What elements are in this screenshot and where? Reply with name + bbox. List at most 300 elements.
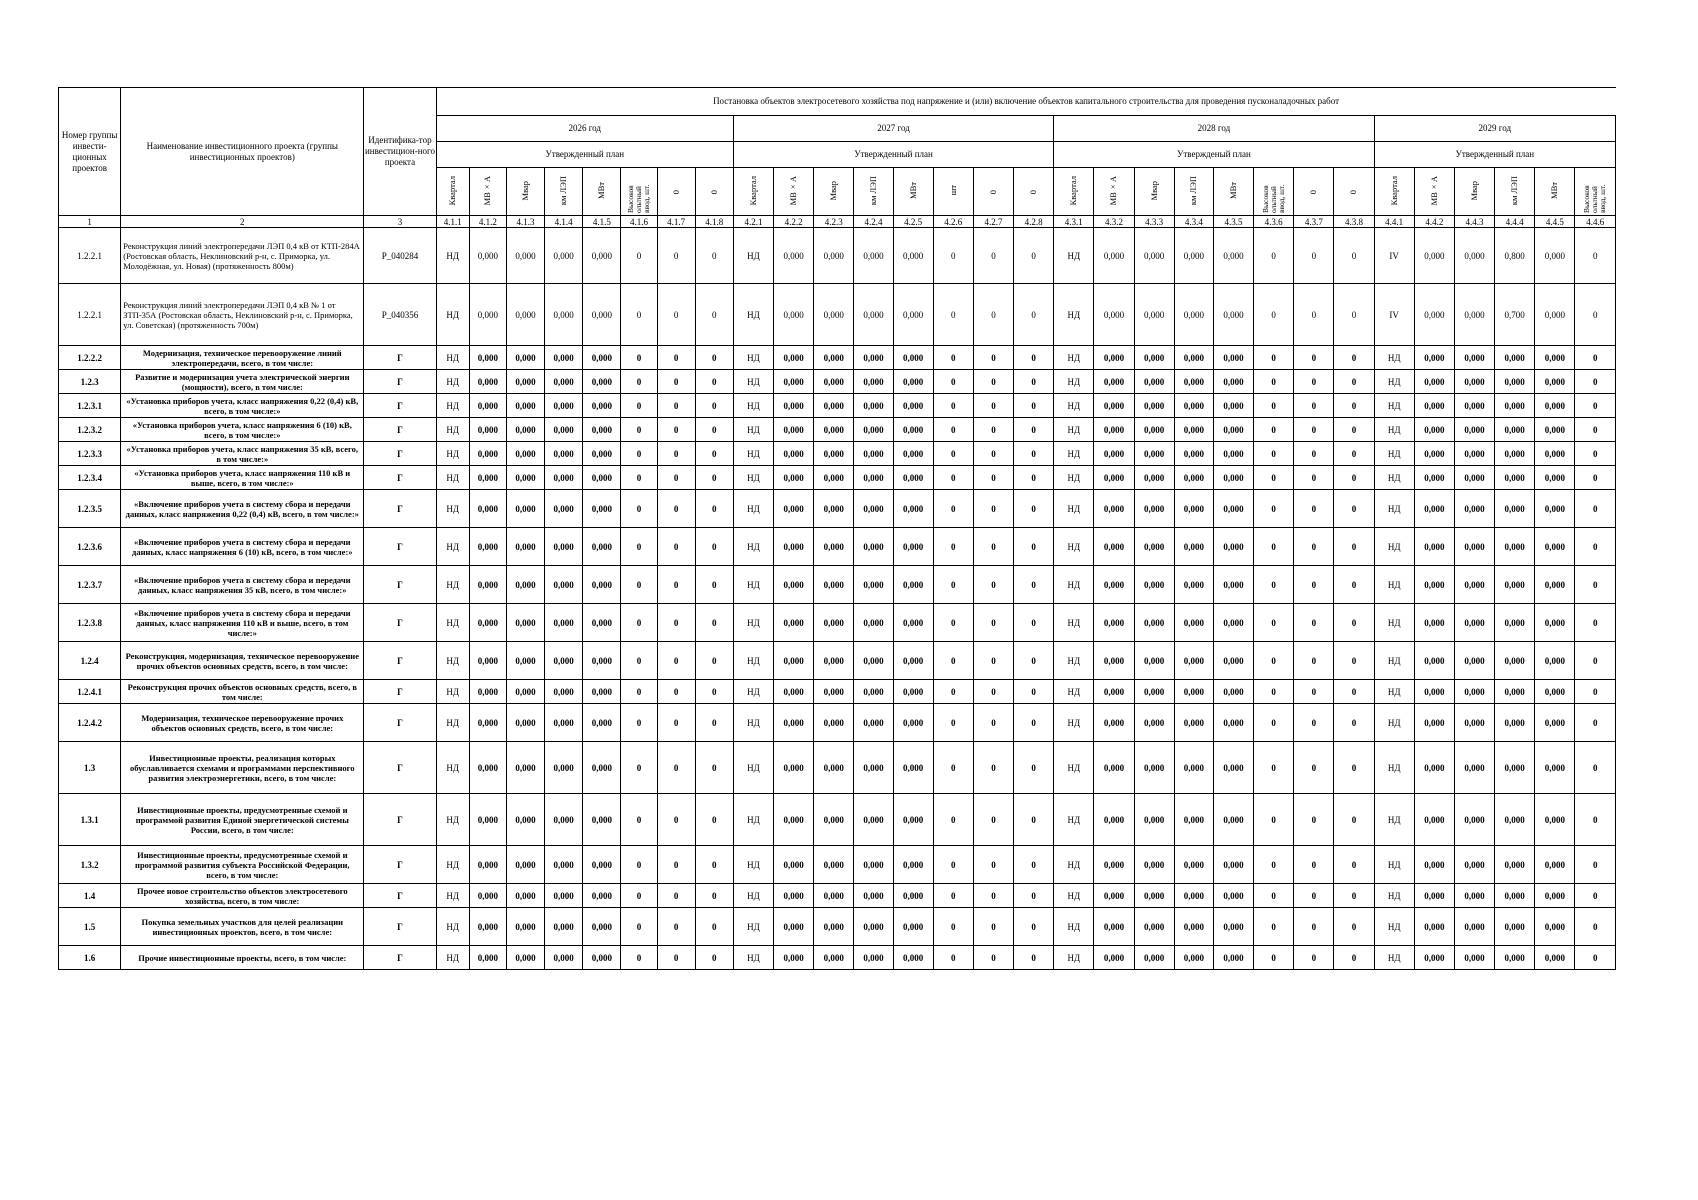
row-value-cell: 0,000 — [1094, 908, 1134, 946]
row-value-cell: 0,000 — [1495, 884, 1535, 908]
row-value-cell: 0,000 — [1094, 490, 1134, 528]
row-value-cell: 0 — [1254, 742, 1294, 794]
row-value-cell: НД — [1054, 228, 1094, 284]
row-value-cell: НД — [1054, 370, 1094, 394]
row-value-cell: 0,700 — [1495, 284, 1535, 346]
header-year: 2029 год — [1374, 116, 1615, 142]
row-value-cell: 0 — [1254, 908, 1294, 946]
table-row — [59, 794, 1616, 846]
row-value-cell: 0 — [1014, 704, 1054, 742]
row-value-cell: 0,000 — [1174, 884, 1213, 908]
row-value-cell: 0,000 — [583, 528, 621, 566]
row-value-cell: 0,000 — [1495, 394, 1535, 418]
row-value-cell: 0,000 — [814, 846, 854, 884]
row-value-cell: 0,000 — [1134, 466, 1174, 490]
row-value-cell: 0,000 — [854, 370, 893, 394]
row-value-cell: 0,000 — [1213, 284, 1253, 346]
row-value-cell: 0 — [973, 346, 1013, 370]
row-value-cell: 0 — [695, 680, 733, 704]
row-value-cell: 0 — [1294, 794, 1334, 846]
row-group-number: 1.2.3.4 — [59, 466, 121, 490]
row-value-cell: 0 — [933, 346, 973, 370]
row-value-cell: 0,000 — [506, 370, 544, 394]
row-value-cell: 0,000 — [1134, 566, 1174, 604]
row-value-cell: 0,000 — [1414, 846, 1454, 884]
column-number: 4.2.5 — [893, 216, 933, 228]
row-value-cell: 0 — [695, 946, 733, 970]
row-value-cell: 0,000 — [1213, 370, 1253, 394]
row-value-cell: 0,000 — [1134, 228, 1174, 284]
header-project-id: Идентифика-тор инвестицион-ного проекта — [364, 88, 436, 216]
row-value-cell: 0,000 — [814, 704, 854, 742]
row-value-cell: НД — [436, 742, 469, 794]
row-value-cell: 0 — [973, 466, 1013, 490]
row-project-id: Г — [364, 566, 436, 604]
table-row — [59, 946, 1616, 970]
row-value-cell: 0 — [973, 418, 1013, 442]
row-value-cell: 0,000 — [1134, 642, 1174, 680]
row-value-cell: НД — [1054, 466, 1094, 490]
row-value-cell: НД — [733, 228, 773, 284]
row-value-cell: 0,000 — [814, 466, 854, 490]
row-value-cell: 0,000 — [1414, 466, 1454, 490]
row-value-cell: 0,000 — [774, 680, 814, 704]
row-value-cell: 0,000 — [469, 704, 506, 742]
row-project-name: Модернизация, техническое перевооружение линий электропередачи, всего, в том числе: — [121, 346, 364, 370]
row-value-cell: 0 — [1014, 346, 1054, 370]
row-value-cell: 0 — [1014, 794, 1054, 846]
row-value-cell: 0,000 — [774, 466, 814, 490]
row-project-id: Г — [364, 442, 436, 466]
header-subcolumn-label: Квартал — [447, 175, 458, 206]
table-row — [59, 908, 1616, 946]
row-project-name: Прочие инвестиционные проекты, всего, в том числе: — [121, 946, 364, 970]
header-subcolumn-label: Квартал — [747, 175, 758, 206]
row-value-cell: НД — [1374, 370, 1414, 394]
row-value-cell: 0,000 — [1535, 346, 1575, 370]
row-value-cell: НД — [436, 442, 469, 466]
row-value-cell: 0,000 — [1174, 228, 1213, 284]
row-value-cell: НД — [436, 946, 469, 970]
row-group-number: 1.2.3 — [59, 370, 121, 394]
row-group-number: 1.2.3.7 — [59, 566, 121, 604]
header-subcolumn-label: 0 — [1348, 190, 1359, 195]
row-value-cell: НД — [1374, 642, 1414, 680]
row-value-cell: НД — [436, 846, 469, 884]
row-value-cell: 0,000 — [854, 528, 893, 566]
row-value-cell: 0,000 — [854, 642, 893, 680]
row-value-cell: 0,000 — [1094, 846, 1134, 884]
row-group-number: 1.2.3.5 — [59, 490, 121, 528]
row-value-cell: 0 — [695, 566, 733, 604]
row-value-cell: 0 — [973, 884, 1013, 908]
row-value-cell: 0,000 — [854, 394, 893, 418]
row-value-cell: 0 — [1575, 466, 1616, 490]
row-value-cell: 0,000 — [774, 346, 814, 370]
row-value-cell: 0,000 — [774, 490, 814, 528]
table-row — [59, 566, 1616, 604]
row-value-cell: 0,000 — [506, 704, 544, 742]
row-value-cell: НД — [1054, 704, 1094, 742]
header-subcolumn-label: Высоков ольтный ввод, шт. — [625, 184, 651, 213]
row-value-cell: 0 — [621, 884, 657, 908]
row-value-cell: 0 — [695, 418, 733, 442]
row-value-cell: 0 — [933, 370, 973, 394]
row-value-cell: 0,000 — [1414, 394, 1454, 418]
row-value-cell: НД — [1054, 566, 1094, 604]
row-value-cell: НД — [1374, 946, 1414, 970]
row-value-cell: 0,000 — [1134, 442, 1174, 466]
row-value-cell: 0,000 — [1213, 490, 1253, 528]
row-value-cell: 0 — [657, 466, 695, 490]
row-value-cell: НД — [733, 370, 773, 394]
row-value-cell: 0,000 — [1134, 884, 1174, 908]
row-value-cell: 0,000 — [1535, 908, 1575, 946]
row-value-cell: 0 — [695, 794, 733, 846]
row-value-cell: НД — [733, 418, 773, 442]
row-value-cell: 0 — [695, 642, 733, 680]
row-value-cell: 0,000 — [1094, 680, 1134, 704]
row-value-cell: 0,000 — [1094, 566, 1134, 604]
row-value-cell: 0,000 — [774, 846, 814, 884]
row-group-number: 1.2.3.3 — [59, 442, 121, 466]
row-value-cell: 0,000 — [854, 846, 893, 884]
row-value-cell: 0,000 — [893, 346, 933, 370]
row-value-cell: 0 — [933, 704, 973, 742]
row-value-cell: 0,000 — [1213, 742, 1253, 794]
row-value-cell: 0,000 — [545, 394, 583, 418]
row-value-cell: НД — [1054, 528, 1094, 566]
row-value-cell: 0 — [1334, 228, 1374, 284]
row-value-cell: 0 — [657, 908, 695, 946]
row-value-cell: 0,000 — [1414, 884, 1454, 908]
row-value-cell: 0 — [1014, 742, 1054, 794]
row-value-cell: 0,000 — [583, 566, 621, 604]
table-row — [59, 528, 1616, 566]
row-value-cell: 0,000 — [1094, 284, 1134, 346]
row-value-cell: 0 — [1254, 370, 1294, 394]
row-value-cell: 0 — [933, 642, 973, 680]
row-value-cell: 0 — [1575, 884, 1616, 908]
row-value-cell: 0 — [1294, 528, 1334, 566]
header-subcolumn — [1374, 168, 1414, 216]
row-value-cell: 0,000 — [1414, 442, 1454, 466]
row-value-cell: 0,000 — [1454, 884, 1494, 908]
row-value-cell: 0 — [657, 794, 695, 846]
table-row — [59, 704, 1616, 742]
row-value-cell: IV — [1374, 284, 1414, 346]
row-value-cell: 0 — [1334, 794, 1374, 846]
row-value-cell: 0,000 — [1535, 528, 1575, 566]
row-value-cell: 0,000 — [1134, 284, 1174, 346]
row-value-cell: 0 — [695, 528, 733, 566]
row-value-cell: 0,000 — [1535, 490, 1575, 528]
row-value-cell: 0 — [1014, 466, 1054, 490]
row-value-cell: 0,000 — [506, 490, 544, 528]
row-value-cell: НД — [733, 846, 773, 884]
header-subcolumn — [1014, 168, 1054, 216]
row-value-cell: 0 — [1575, 908, 1616, 946]
row-value-cell: 0 — [933, 228, 973, 284]
column-number: 4.2.6 — [933, 216, 973, 228]
row-value-cell: 0,000 — [583, 284, 621, 346]
row-value-cell: 0 — [1254, 680, 1294, 704]
row-value-cell: 0 — [621, 946, 657, 970]
row-value-cell: НД — [733, 884, 773, 908]
row-value-cell: 0,000 — [1535, 466, 1575, 490]
row-value-cell: 0,000 — [1495, 946, 1535, 970]
row-value-cell: 0 — [695, 742, 733, 794]
row-value-cell: 0,000 — [774, 704, 814, 742]
row-value-cell: 0,000 — [893, 418, 933, 442]
header-subcolumn-label: 0 — [987, 190, 998, 195]
row-value-cell: 0,000 — [1535, 794, 1575, 846]
row-value-cell: 0,000 — [469, 442, 506, 466]
row-value-cell: 0 — [657, 228, 695, 284]
row-value-cell: НД — [436, 466, 469, 490]
header-subcolumn — [1094, 168, 1134, 216]
row-value-cell: 0,000 — [1213, 946, 1253, 970]
row-value-cell: 0,000 — [545, 490, 583, 528]
header-subcolumn — [1454, 168, 1494, 216]
row-group-number: 1.2.4 — [59, 642, 121, 680]
row-project-id: Г — [364, 794, 436, 846]
row-value-cell: 0,000 — [893, 704, 933, 742]
row-value-cell: 0,000 — [506, 466, 544, 490]
header-plan: Утвержденный план — [1374, 142, 1615, 168]
row-value-cell: 0,000 — [1174, 566, 1213, 604]
row-project-id: Г — [364, 466, 436, 490]
row-project-id: Г — [364, 346, 436, 370]
row-value-cell: 0 — [1254, 884, 1294, 908]
row-value-cell: 0 — [657, 604, 695, 642]
row-value-cell: 0,000 — [469, 908, 506, 946]
row-value-cell: 0,000 — [1213, 466, 1253, 490]
row-value-cell: 0,000 — [893, 884, 933, 908]
row-value-cell: 0 — [657, 394, 695, 418]
header-subcolumn-label: 0 — [670, 190, 681, 195]
row-value-cell: 0,000 — [545, 642, 583, 680]
row-value-cell: НД — [436, 490, 469, 528]
row-value-cell: 0,000 — [545, 908, 583, 946]
row-value-cell: 0,000 — [1094, 346, 1134, 370]
row-project-id: Г — [364, 642, 436, 680]
row-value-cell: 0 — [1334, 528, 1374, 566]
row-project-id: P_040284 — [364, 228, 436, 284]
row-value-cell: 0,000 — [814, 908, 854, 946]
row-value-cell: 0 — [1334, 370, 1374, 394]
row-value-cell: 0,000 — [814, 284, 854, 346]
row-value-cell: 0,000 — [1454, 228, 1494, 284]
row-value-cell: 0 — [1294, 704, 1334, 742]
column-number: 4.4.2 — [1414, 216, 1454, 228]
row-value-cell: 0 — [973, 442, 1013, 466]
row-value-cell: 0,000 — [545, 528, 583, 566]
row-value-cell: 0,000 — [583, 346, 621, 370]
row-value-cell: 0,000 — [1535, 370, 1575, 394]
row-value-cell: 0,000 — [1213, 604, 1253, 642]
header-subcolumn-label: Мвар — [1148, 180, 1159, 201]
row-value-cell: 0,000 — [1495, 370, 1535, 394]
row-value-cell: 0 — [1334, 742, 1374, 794]
row-value-cell: 0 — [1294, 418, 1334, 442]
row-value-cell: 0,000 — [1454, 528, 1494, 566]
row-value-cell: НД — [1374, 466, 1414, 490]
row-value-cell: 0 — [933, 908, 973, 946]
row-value-cell: 0 — [1575, 566, 1616, 604]
column-number: 4.3.7 — [1294, 216, 1334, 228]
row-value-cell: 0,000 — [893, 680, 933, 704]
row-value-cell: НД — [1374, 884, 1414, 908]
row-value-cell: 0 — [933, 490, 973, 528]
row-value-cell: НД — [436, 704, 469, 742]
row-value-cell: 0,000 — [1174, 442, 1213, 466]
table-row — [59, 490, 1616, 528]
row-value-cell: 0,000 — [1414, 642, 1454, 680]
row-value-cell: 0,000 — [893, 566, 933, 604]
column-number: 4.1.5 — [583, 216, 621, 228]
row-value-cell: 0,000 — [1174, 284, 1213, 346]
row-value-cell: 0 — [1334, 490, 1374, 528]
row-value-cell: 0 — [621, 284, 657, 346]
row-value-cell: 0,000 — [814, 370, 854, 394]
row-value-cell: 0 — [695, 908, 733, 946]
row-value-cell: 0,000 — [545, 346, 583, 370]
row-value-cell: 0,000 — [1134, 604, 1174, 642]
header-subcolumn — [933, 168, 973, 216]
row-value-cell: 0,000 — [854, 704, 893, 742]
column-number: 4.3.4 — [1174, 216, 1213, 228]
row-project-id: Г — [364, 394, 436, 418]
row-value-cell: 0 — [1575, 370, 1616, 394]
row-value-cell: 0,000 — [506, 566, 544, 604]
column-number: 4.2.7 — [973, 216, 1013, 228]
row-value-cell: 0,000 — [893, 794, 933, 846]
row-value-cell: 0,000 — [1213, 884, 1253, 908]
row-project-name: Реконструкция прочих объектов основных средств, всего, в том числе: — [121, 680, 364, 704]
row-project-id: Г — [364, 704, 436, 742]
row-value-cell: 0,000 — [893, 604, 933, 642]
row-value-cell: 0 — [973, 528, 1013, 566]
row-value-cell: 0,000 — [1535, 946, 1575, 970]
row-value-cell: 0 — [973, 908, 1013, 946]
row-value-cell: 0,000 — [1134, 908, 1174, 946]
row-value-cell: 0,000 — [814, 490, 854, 528]
row-value-cell: 0,000 — [1414, 490, 1454, 528]
row-value-cell: 0,000 — [1134, 490, 1174, 528]
row-value-cell: 0 — [695, 394, 733, 418]
row-value-cell: 0,000 — [583, 884, 621, 908]
row-value-cell: 0,000 — [774, 442, 814, 466]
row-value-cell: 0,000 — [1495, 680, 1535, 704]
row-project-name: Инвестиционные проекты, предусмотренные схемой и программой развития Единой энергетической системы России, всего, в том числе: — [121, 794, 364, 846]
row-value-cell: 0 — [657, 490, 695, 528]
row-group-number: 1.6 — [59, 946, 121, 970]
row-group-number: 1.2.2.1 — [59, 228, 121, 284]
header-subcolumn-label: км ЛЭП — [1509, 175, 1520, 206]
row-value-cell: 0,000 — [1414, 370, 1454, 394]
row-value-cell: НД — [436, 528, 469, 566]
row-value-cell: 0 — [1575, 846, 1616, 884]
row-value-cell: 0,000 — [893, 528, 933, 566]
row-value-cell: 0,000 — [854, 946, 893, 970]
row-value-cell: 0,000 — [469, 228, 506, 284]
row-value-cell: 0,000 — [1495, 528, 1535, 566]
row-value-cell: 0 — [1294, 346, 1334, 370]
row-value-cell: 0,000 — [854, 284, 893, 346]
row-value-cell: 0,000 — [583, 794, 621, 846]
row-value-cell: 0,000 — [1094, 884, 1134, 908]
row-value-cell: 0 — [621, 742, 657, 794]
row-value-cell: 0,000 — [1174, 908, 1213, 946]
column-number: 4.3.2 — [1094, 216, 1134, 228]
row-value-cell: 0,000 — [506, 908, 544, 946]
row-value-cell: 0,000 — [1134, 846, 1174, 884]
row-value-cell: 0,000 — [774, 528, 814, 566]
row-value-cell: 0 — [621, 418, 657, 442]
row-value-cell: НД — [1054, 642, 1094, 680]
row-project-name: Реконструкция линий электропередачи ЛЭП 0,4 кВ от КТП-284А (Ростовская область, Неклиновский р-н, с. Приморка, ул. Молодёжная, ул. Новая) (протяженность 800м) — [121, 228, 364, 284]
row-value-cell: НД — [1374, 394, 1414, 418]
row-value-cell: 0 — [1014, 442, 1054, 466]
row-group-number: 1.4 — [59, 884, 121, 908]
row-value-cell: 0 — [621, 490, 657, 528]
row-value-cell: 0,000 — [545, 466, 583, 490]
row-value-cell: 0 — [973, 604, 1013, 642]
row-value-cell: 0,000 — [583, 642, 621, 680]
row-value-cell: 0 — [973, 704, 1013, 742]
row-value-cell: 0 — [973, 742, 1013, 794]
row-value-cell: НД — [1054, 490, 1094, 528]
row-value-cell: НД — [1054, 346, 1094, 370]
row-value-cell: 0,000 — [1174, 846, 1213, 884]
row-value-cell: 0 — [1254, 946, 1294, 970]
row-value-cell: НД — [436, 394, 469, 418]
row-value-cell: 0 — [1334, 884, 1374, 908]
column-number: 2 — [121, 216, 364, 228]
header-subcolumn-label: МВ×А — [1428, 175, 1439, 206]
row-value-cell: 0,000 — [1535, 228, 1575, 284]
row-value-cell: НД — [1374, 566, 1414, 604]
row-value-cell: 0,000 — [1134, 742, 1174, 794]
row-value-cell: 0,000 — [854, 566, 893, 604]
header-plan: Утвержденный план — [733, 142, 1053, 168]
row-value-cell: НД — [436, 604, 469, 642]
row-value-cell: 0 — [1334, 284, 1374, 346]
row-value-cell: 0,000 — [545, 418, 583, 442]
row-value-cell: 0,000 — [893, 846, 933, 884]
row-value-cell: 0,000 — [1414, 228, 1454, 284]
row-value-cell: 0 — [695, 370, 733, 394]
row-value-cell: 0,000 — [583, 604, 621, 642]
row-value-cell: 0,000 — [1495, 794, 1535, 846]
row-value-cell: 0,000 — [506, 346, 544, 370]
row-value-cell: 0,000 — [1414, 566, 1454, 604]
row-value-cell: 0 — [1014, 946, 1054, 970]
header-group-number: Номер группы инвести-ционных проектов — [59, 88, 121, 216]
row-value-cell: 0,000 — [1213, 566, 1253, 604]
row-value-cell: НД — [436, 566, 469, 604]
row-value-cell: 0 — [657, 370, 695, 394]
column-number: 4.1.4 — [545, 216, 583, 228]
row-value-cell: 0 — [973, 490, 1013, 528]
row-value-cell: НД — [1374, 908, 1414, 946]
header-subcolumn — [854, 168, 893, 216]
row-value-cell: 0 — [695, 490, 733, 528]
row-value-cell: 0 — [621, 846, 657, 884]
investment-table-sheet — [58, 87, 1616, 970]
row-value-cell: 0,000 — [545, 946, 583, 970]
